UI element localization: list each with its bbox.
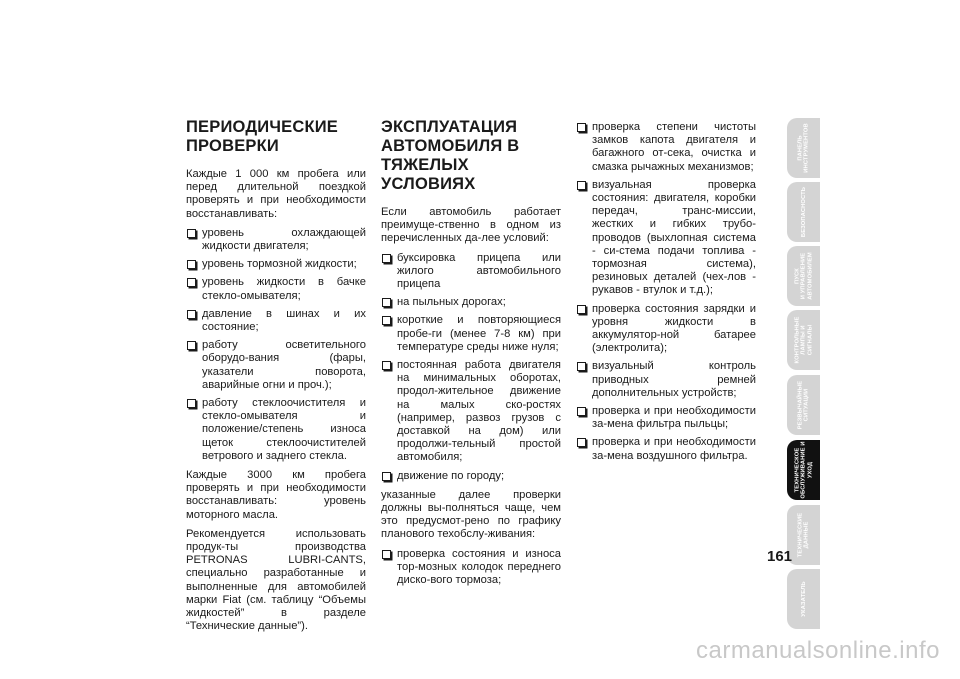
list-item: [186, 308, 366, 334]
checkbox-bullet-icon: [382, 472, 391, 481]
chapter-tab-label: КОНТРОЛЬНЫЕ ЛАМПЫ И СИГНАЛЫ: [793, 316, 813, 364]
list-item-text: движение по городу;: [397, 469, 505, 482]
checkbox-bullet-icon: [382, 316, 391, 325]
list-item: [576, 303, 756, 356]
chapter-tab-label: БЕЗОПАСНОСТЬ: [800, 186, 807, 238]
checklist: [381, 252, 561, 483]
list-item: [381, 359, 561, 465]
column-severe-conditions: [381, 118, 561, 593]
list-item: [381, 296, 561, 309]
chapter-tab[interactable]: [787, 569, 820, 629]
list-item: [576, 436, 756, 462]
list-item-text: короткие и повторяющиеся пробе-ги (менее 7-8 км) при температуре среды ниже нуля;: [397, 314, 561, 353]
checkbox-bullet-icon: [382, 361, 391, 370]
checkbox-bullet-icon: [577, 407, 586, 416]
section-title-severe-conditions: ЭКСПЛУАТАЦИЯ АВТОМОБИЛЯ В ТЯЖЕЛЫХ УСЛОВИЯХ: [381, 118, 520, 193]
list-item-text: проверка состояния зарядки и уровня жидкости в аккумулятор-ной батарее (электролита);: [592, 302, 756, 355]
chapter-tab[interactable]: [787, 440, 820, 500]
paragraph-oil-check: Каждые 3000 км пробега проверять и при необходимости восстанавливать: уровень моторного масла.: [186, 469, 366, 521]
list-item: [381, 470, 561, 483]
column-checks-continued: [576, 121, 756, 469]
chapter-tab[interactable]: [787, 310, 820, 370]
checkbox-bullet-icon: [577, 438, 586, 447]
paragraph-more-frequent-checks: указанные далее проверки должны вы-полняться чаще, чем это предусмот-рено по графику планового техобслу-живания:: [381, 488, 561, 541]
checkbox-bullet-icon: [187, 229, 196, 238]
list-item-text: буксировка прицепа или жилого автомобильного прицепа: [397, 251, 561, 291]
list-item: [576, 360, 756, 400]
list-item-text: работу стеклоочистителя и стекло-омывателя и положение/степень износа щеток стеклоочистителей ветрового и заднего стекла.: [202, 397, 366, 462]
list-item-text: давление в шинах и их состояние;: [202, 307, 366, 334]
list-item: [186, 258, 366, 271]
list-item: [186, 339, 366, 392]
list-item-text: проверка и при необходимости за-мена воздушного фильтра.: [592, 436, 756, 462]
checkbox-bullet-icon: [577, 362, 586, 371]
list-item-text: проверка и при необходимости за-мена фильтра пыльцы;: [592, 405, 756, 431]
list-item: [576, 179, 756, 298]
chapter-tab[interactable]: [787, 375, 820, 435]
list-item: [186, 397, 366, 463]
chapter-tab-label: ТЕХНИЧЕСКИЕ ДАННЫЕ: [797, 512, 810, 558]
checkbox-bullet-icon: [577, 123, 586, 132]
chapter-tab-label: ПУСК И УПРАВЛЕНИЕ АВТОМОБИЛЕМ: [793, 252, 813, 300]
column-periodic-checks: [186, 118, 366, 640]
list-item-text: работу осветительного оборудо-вания (фары, указатели поворота, аварийные огни и проч.);: [202, 339, 366, 391]
checkbox-bullet-icon: [187, 310, 196, 319]
watermark: carmanualsonline.info: [696, 637, 940, 664]
list-item-text: визуальная проверка состояния: двигателя, коробки передач, транс-миссии, жестких и гибких трубо-проводов (выхлопная система - си-стема подачи топлива - тормозная система), резиновых деталей (чех-лов - рукавов - втулок и т.д.);: [592, 178, 756, 297]
checkbox-bullet-icon: [382, 550, 391, 559]
checkbox-bullet-icon: [187, 399, 196, 408]
list-item: [576, 121, 756, 174]
list-item-text: уровень жидкости в бачке стекло-омывателя;: [202, 276, 366, 302]
list-item-text: уровень тормозной жидкости;: [202, 258, 357, 271]
list-item: [381, 252, 561, 292]
checkbox-bullet-icon: [187, 341, 196, 350]
checkbox-bullet-icon: [577, 305, 586, 314]
list-item: [186, 276, 366, 302]
paragraph-intro: Если автомобиль работает преимуще-ственно в одном из перечисленных да-лее условий:: [381, 206, 561, 245]
chapter-tab-label: РЕЗВЫЧАЙНЫЕ СИТУАЦИИ: [797, 380, 810, 430]
checklist: [186, 227, 366, 463]
list-item: [576, 405, 756, 431]
paragraph-recommendation: Рекомендуется использовать продук-ты производства PETRONAS LUBRI-CANTS, специально разработанные и выполненные для автомобилей марки Fiat (см. таблицу “Объемы жидкостей” в разделе “Технические данные”).: [186, 527, 366, 633]
list-item-text: проверка степени чистоты замков капота двигателя и багажного от-сека, очистка и смазка рычажных механизмов;: [592, 121, 756, 173]
chapter-tab[interactable]: [787, 118, 820, 178]
list-item: [381, 314, 561, 354]
chapter-tab-label: ПАНЕЛЬ ИНСТРУМЕНТОВ: [797, 123, 810, 173]
chapter-tab-label: ТЕХНИЧЕСКОЕ ОБСЛУЖИВАНИЕ И УХОД: [793, 441, 813, 499]
paragraph-intro: Каждые 1 000 км пробега или перед длительной поездкой проверять и при необходимости восстанавливать:: [186, 168, 366, 220]
checkbox-bullet-icon: [187, 260, 196, 269]
list-item-text: уровень охлаждающей жидкости двигателя;: [202, 226, 366, 253]
section-title-periodic-checks: ПЕРИОДИЧЕСКИЕ ПРОВЕРКИ: [186, 118, 339, 155]
list-item: [381, 548, 561, 588]
checklist: [576, 121, 756, 463]
list-item-text: проверка состояния и износа тор-мозных колодок переднего диско-вого тормоза;: [397, 547, 561, 587]
checkbox-bullet-icon: [382, 254, 391, 263]
chapter-tab[interactable]: [787, 246, 820, 306]
list-item-text: визуальный контроль приводных ремней дополнительных устройств;: [592, 360, 756, 399]
list-item-text: на пыльных дорогах;: [397, 296, 506, 309]
checkbox-bullet-icon: [382, 298, 391, 307]
chapter-tab[interactable]: [787, 182, 820, 242]
checkbox-bullet-icon: [187, 278, 196, 287]
chapter-tab-label: УКАЗАТЕЛЬ: [800, 581, 807, 617]
checklist: [381, 548, 561, 588]
list-item: [186, 227, 366, 253]
list-item-text: постоянная работа двигателя на минимальных оборотах, продол-жительное движение на малых ско-ростях (например, развоз грузов с доставкой на дом) или продолжи-тельный простой автомобиля;: [397, 359, 561, 464]
checkbox-bullet-icon: [577, 181, 586, 190]
page-number: 161: [767, 548, 793, 565]
